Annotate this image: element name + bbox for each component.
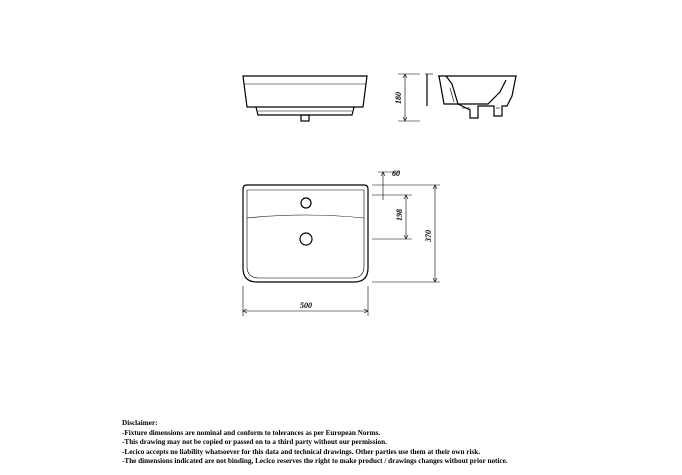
dimension-width [243,286,368,316]
disclaimer [122,419,677,467]
side-section-view [425,74,516,118]
dimension-tap-offset [378,169,400,200]
disclaimer-heading: Disclaimer: [122,419,158,427]
dimension-height-label: 180 [394,92,403,104]
dimension-tap-offset-label: 60 [392,169,400,178]
top-view [243,185,368,282]
dimension-depth-to-hole [372,195,412,239]
front-view [243,76,367,121]
disclaimer-line: -Fixture dimensions are nominal and conform to tolerances as per European Norms. [122,428,381,437]
disclaimer-line: -This drawing may not be copied or passed on to a third party without our permission. [122,438,387,447]
dimension-depth-label: 370 [424,230,433,242]
disclaimer-line: -The dimensions indicated are not binding, Lecico reserves the right to make product / drawings changes without prior notice. [122,457,508,466]
disclaimer-line: -Lecico accepts no liability whatsoever for this data and technical drawings. Other parties use them at their own risk. [122,447,481,456]
dimension-height [394,74,420,121]
dimension-width-label: 500 [300,301,312,310]
dimension-depth-to-hole-label: 198 [395,209,404,221]
